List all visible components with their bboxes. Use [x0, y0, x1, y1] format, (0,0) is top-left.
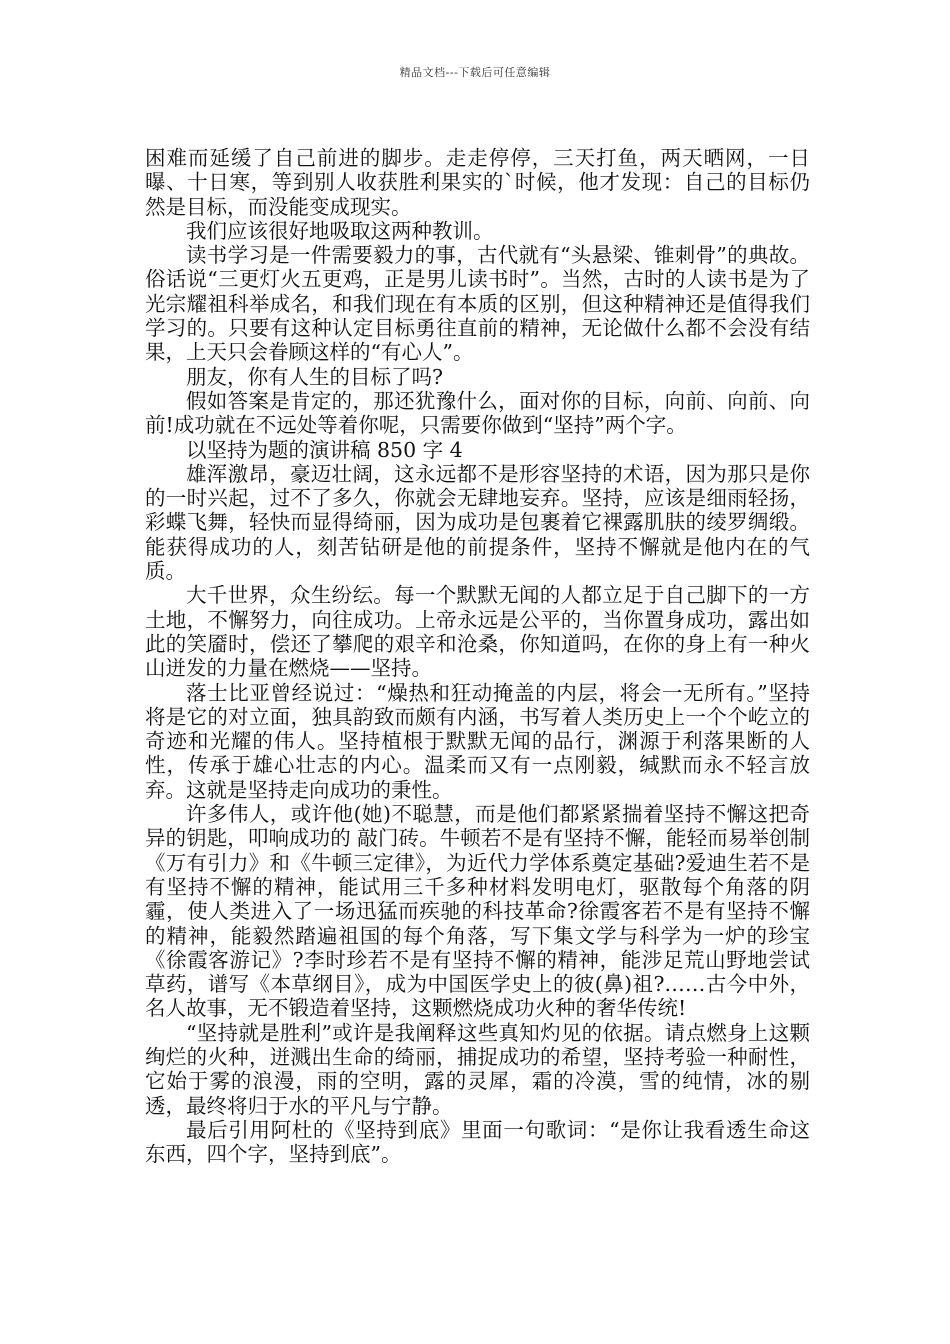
paragraph-1: 困难而延缓了自己前进的脚步。走走停停，三天打鱼，两天晒网，一日曝、十日寒，等到别人收获胜利果实的`时候，他才发现：自己的目标仍然是目标，而没能变成现实。 — [145, 146, 810, 219]
document-body — [145, 146, 810, 1166]
paragraph-2: 我们应该很好地吸取这两种教训。 — [186, 218, 494, 243]
paragraph-5: 假如答案是肯定的，那还犹豫什么，面对你的目标，向前、向前、向前!成功就在不远处等着你呢，只需要你做到“坚持”两个字。 — [145, 388, 810, 438]
paragraph-10: 许多伟人，或许他(她)不聪慧，而是他们都紧紧揣着坚持不懈这把奇异的钥匙，叩响成功的 敲门砖。牛顿若不是有坚持不懈，能轻而易举创制《万有引力》和《牛顿三定律》，为近代力学体系奠定基础?爱迪生若不是有坚持不懈的精神，能试用三千多种材料发明电灯，驱散每个角落的阴霾，使人类进入了一场迅猛而疾驰的科技革命?徐霞客若不是有坚持不懈的精神，能毅然踏遍祖国的每个角落，写下集文学与科学为一炉的珍宝《徐霞客游记》?李时珍若不是有坚持不懈的精神，能涉足荒山野地尝试草药，谱写《本草纲目》，成为中国医学史上的彼(鼻)祖?……古今中外，名人故事，无不锻造着坚持，这颗燃烧成功火种的奢华传统! — [145, 802, 810, 1021]
page-header: 精品文档---下载后可任意编辑 — [399, 66, 551, 79]
paragraph-9: 落士比亚曾经说过：“燥热和狂动掩盖的内层，将会一无所有。”坚持将是它的对立面，独具韵致而颇有内涵，书写着人类历史上一个个屹立的奇迹和光耀的伟人。坚持植根于默默无闻的品行，渊源于利落果断的人性，传承于雄心壮志的内心。温柔而又有一点刚毅，缄默而永不轻言放弃。这就是坚持走向成功的秉性。 — [145, 680, 810, 802]
paragraph-11: “坚持就是胜利”或许是我阐释这些真知灼见的依据。请点燃身上这颗绚烂的火种，迸溅出生命的绮丽，捕捉成功的希望，坚持考验一种耐性，它始于雾的浪漫，雨的空明，露的灵犀，霜的冷漠，雪的纯情，冰的剔透，最终将归于水的平凡与宁静。 — [145, 1020, 810, 1118]
paragraph-3: 读书学习是一件需要毅力的事，古代就有“头悬梁、锥刺骨”的典故。俗话说“三更灯火五更鸡，正是男儿读书时”。当然，古时的人读书是为了光宗耀祖科举成名，和我们现在有本质的区别，但这种精神还是值得我们学习的。只要有这种认定目标勇往直前的精神，无论做什么都不会没有结果，上天只会眷顾这样的“有心人”。 — [145, 243, 810, 365]
paragraph-12: 最后引用阿杜的《坚持到底》里面一句歌词：“是你让我看透生命这东西，四个字，坚持到底”。 — [145, 1117, 810, 1167]
paragraph-7: 雄浑激昂，豪迈壮阔，这永远都不是形容坚持的术语，因为那只是你的一时兴起，过不了多久，你就会无肆地妄弃。坚持，应该是细雨轻扬，彩蝶飞舞，轻快而显得绮丽，因为成功是包裹着它裸露肌肤的绫罗绸缎。能获得成功的人，刻苦钻研是他的前提条件，坚持不懈就是他内在的气质。 — [145, 461, 810, 584]
section-heading: 以坚持为题的演讲稿 850 字 4 — [186, 437, 463, 462]
paragraph-4: 朋友，你有人生的目标了吗? — [186, 364, 443, 389]
paragraph-8: 大千世界，众生纷纭。每一个默默无闻的人都立足于自己脚下的一方土地，不懈努力，向往成功。上帝永远是公平的，当你置身成功，露出如此的笑靥时，偿还了攀爬的艰辛和沧桑，你知道吗，在你的身上有一种火山迸发的力量在燃烧——坚持。 — [145, 583, 810, 681]
